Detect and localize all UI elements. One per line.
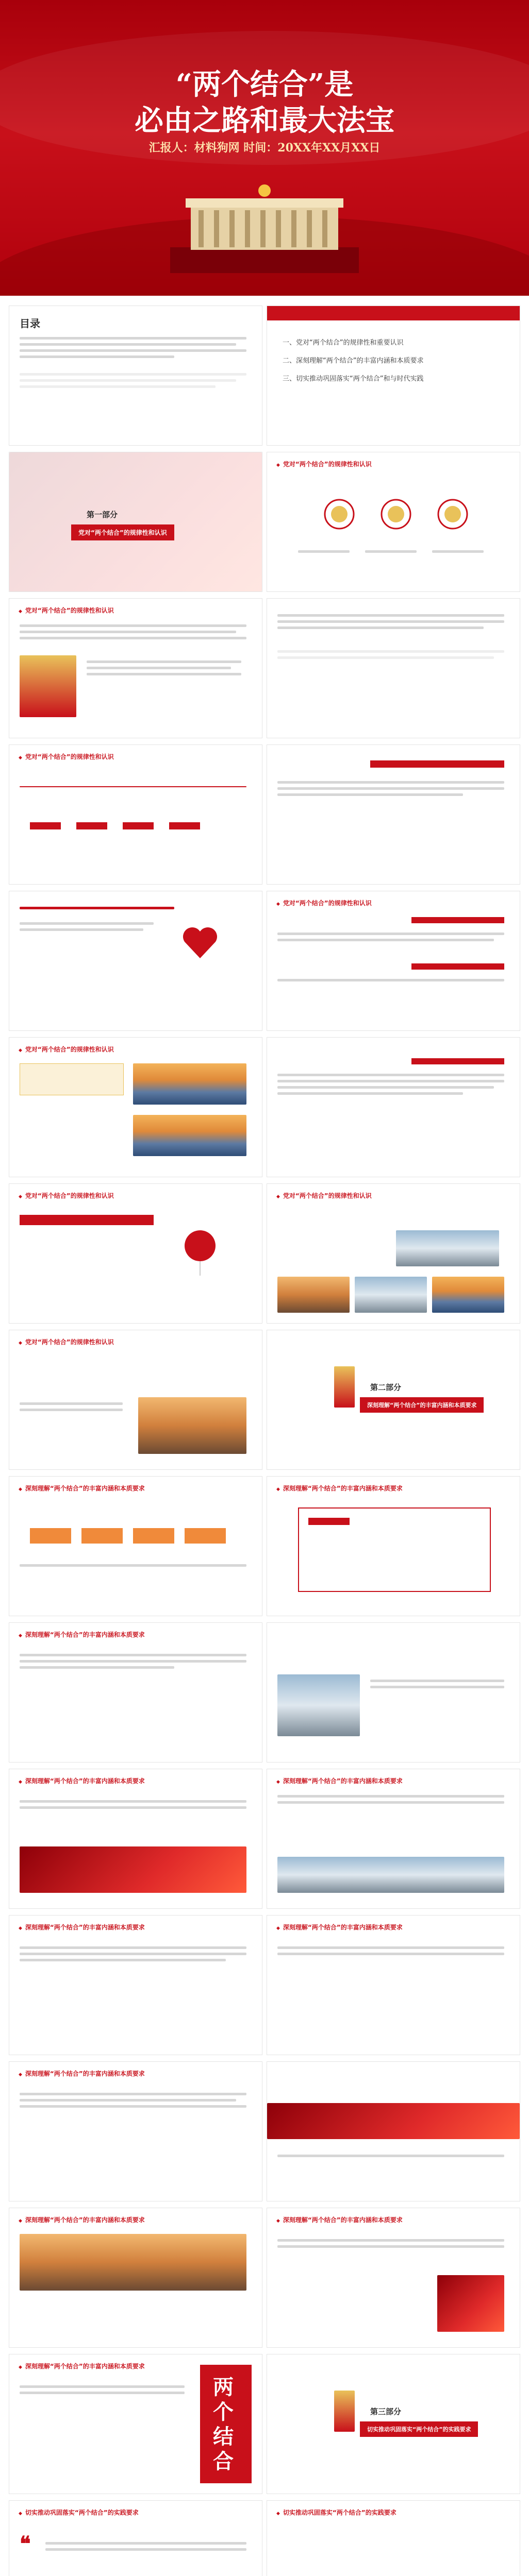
toc-item-3[interactable]: 三、切实推动巩固落实“两个结合”和与时代实践	[283, 375, 424, 383]
slide-header: ◆ 深刻理解“两个结合”的丰富内涵和本质要求	[276, 2215, 403, 2224]
slide-frame	[267, 1477, 520, 1616]
slide-text5	[267, 1769, 520, 1908]
part3-divider	[267, 2354, 520, 2494]
part1-divider	[9, 452, 262, 591]
slide-text6	[9, 1916, 262, 2055]
slide-header: ◆ 切实推动巩固落实“两个结合”的实践要求	[19, 2508, 139, 2517]
part2-divider	[267, 1330, 520, 1469]
balloon-icon	[179, 1225, 221, 1277]
slide-gate	[9, 599, 262, 738]
slide-building	[267, 1623, 520, 1762]
slide-header: ◆ 深刻理解“两个结合”的丰富内涵和本质要求	[276, 1923, 403, 1931]
slide-header: ◆ 深刻理解“两个结合”的丰富内涵和本质要求	[19, 1630, 145, 1639]
toc-item-1[interactable]: 一、党对“两个结合”的规律性和重要认识	[283, 339, 404, 347]
slide-vertical-title	[9, 2354, 262, 2494]
vertical-title: 两个结合	[213, 2375, 234, 2473]
cover-title-line1: “两个结合”是	[175, 67, 354, 101]
cover-subtitle: 汇报人：材料狗网 时间：20XX年XX月XX日	[148, 141, 381, 155]
toc-slide-right	[267, 306, 520, 445]
slide-text4	[9, 1769, 262, 1908]
quote-mark-icon: ❝	[20, 2532, 31, 2556]
slide-text8	[9, 2062, 262, 2201]
slide-wide-banner	[267, 2062, 520, 2201]
slide-quote	[9, 2501, 262, 2576]
slide-header: ◆ 党对“两个结合”的规律性和认识	[19, 752, 114, 761]
slide-redwave	[267, 2501, 520, 2576]
slide-sea	[9, 1038, 262, 1177]
great-hall-icon	[170, 170, 359, 273]
slide-circles	[267, 452, 520, 591]
part3-label: 第三部分	[370, 2407, 402, 2416]
slide-text	[267, 599, 520, 738]
slide-text3	[9, 1623, 262, 1762]
part2-title: 深刻理解“两个结合”的丰富内涵和本质要求	[360, 1397, 484, 1413]
slide-header: ◆ 深刻理解“两个结合”的丰富内涵和本质要求	[19, 2362, 145, 2370]
slide-header: ◆ 党对“两个结合”的规律性和认识	[276, 1191, 372, 1200]
cover-slide	[0, 0, 529, 296]
slide-header: ◆ 深刻理解“两个结合”的丰富内涵和本质要求	[19, 2069, 145, 2078]
toc-slide-left	[9, 306, 262, 445]
slide-heart	[9, 891, 262, 1030]
slide-header: ◆ 党对“两个结合”的规律性和认识	[276, 899, 372, 907]
slide-header: ◆ 党对“两个结合”的规律性和认识	[19, 1191, 114, 1200]
slide-header: ◆ 深刻理解“两个结合”的丰富内涵和本质要求	[19, 2215, 145, 2224]
slide-header: ◆ 深刻理解“两个结合”的丰富内涵和本质要求	[276, 1776, 403, 1785]
slide-photos	[267, 1184, 520, 1323]
slide-header: ◆ 深刻理解“两个结合”的丰富内涵和本质要求	[276, 1484, 403, 1493]
slide-header: ◆ 切实推动巩固落实“两个结合”的实践要求	[276, 2508, 396, 2517]
slide-header: ◆ 党对“两个结合”的规律性和认识	[276, 460, 372, 468]
part3-title: 切实推动巩固落实“两个结合”的实践要求	[360, 2421, 478, 2437]
toc-title: 目录	[20, 317, 40, 330]
slide-orange-blocks	[9, 1477, 262, 1616]
cover-title-line2: 必由之路和最大法宝	[135, 104, 394, 138]
slide-boxes	[267, 891, 520, 1030]
heart-icon	[179, 922, 221, 963]
slide-header: ◆ 党对“两个结合”的规律性和认识	[19, 1045, 114, 1054]
slide-redtag	[267, 745, 520, 884]
toc-item-2[interactable]: 二、深刻理解“两个结合”的丰富内涵和本质要求	[283, 357, 424, 365]
slide-balloon	[9, 1184, 262, 1323]
slide-header: ◆ 深刻理解“两个结合”的丰富内涵和本质要求	[19, 1923, 145, 1931]
slide-text2	[267, 1038, 520, 1177]
part1-label: 第一部分	[87, 510, 118, 519]
slide-header: ◆ 深刻理解“两个结合”的丰富内涵和本质要求	[19, 1484, 145, 1493]
slide-header: ◆ 党对“两个结合”的规律性和认识	[19, 1337, 114, 1346]
slide-greatwall	[9, 2208, 262, 2347]
slide-header: ◆ 党对“两个结合”的规律性和认识	[19, 606, 114, 615]
step-circles-icon	[319, 494, 473, 535]
slide-text7	[267, 1916, 520, 2055]
slide-landscape	[9, 1330, 262, 1469]
part1-title: 党对“两个结合”的规律性和认识	[71, 524, 174, 540]
slide-timeline	[9, 745, 262, 884]
slide-header: ◆ 深刻理解“两个结合”的丰富内涵和本质要求	[19, 1776, 145, 1785]
part2-label: 第二部分	[370, 1383, 402, 1392]
slide-text9	[267, 2208, 520, 2347]
